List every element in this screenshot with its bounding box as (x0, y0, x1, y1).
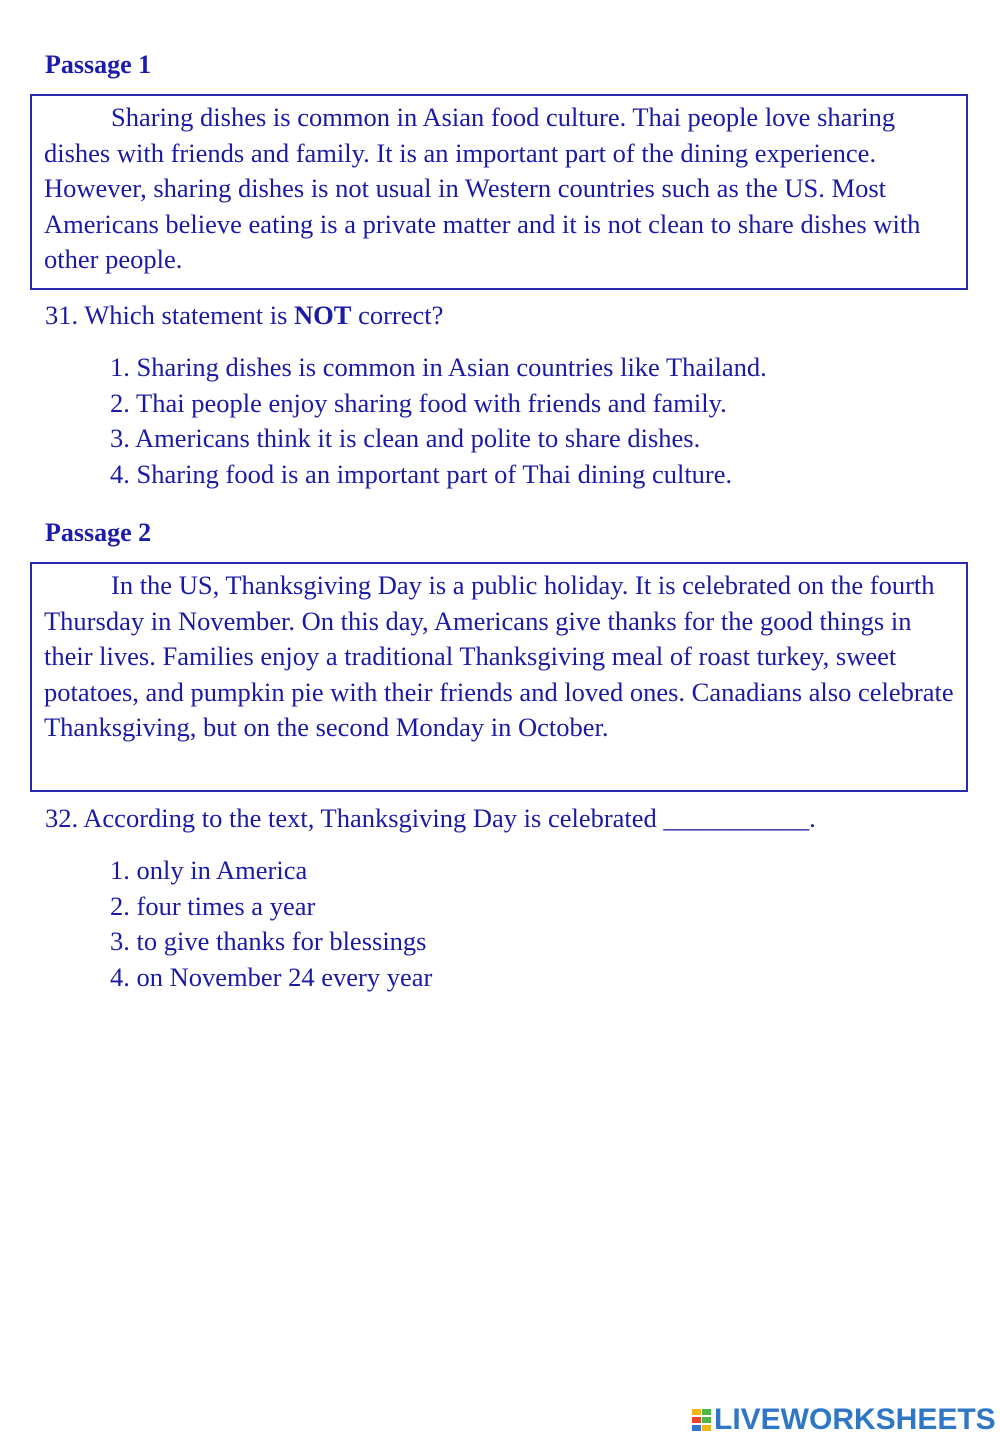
logo-block-1 (692, 1409, 701, 1415)
question-32-option-2[interactable]: 2. four times a year (110, 890, 316, 921)
question-31-option-4[interactable]: 4. Sharing food is an important part of Thai dining culture. (110, 458, 733, 489)
question-32: 32. According to the text, Thanksgiving Day is celebrated ___________. (45, 803, 816, 833)
question-31-option-3[interactable]: 3. Americans think it is clean and polite to share dishes. (110, 423, 701, 453)
question-32-option-1[interactable]: 1. only in America (110, 855, 308, 885)
question-31-suffix: correct? (351, 300, 444, 330)
logo-block-6 (702, 1425, 711, 1431)
passage-1-box (30, 94, 968, 290)
logo-block-3 (692, 1417, 701, 1423)
question-31-prefix: 31. Which statement is (45, 300, 295, 330)
question-31 (45, 300, 443, 331)
logo-block-4 (702, 1417, 711, 1423)
passage-2-heading: Passage 2 (45, 518, 152, 547)
passage-2-text: In the US, Thanksgiving Day is a public holiday. It is celebrated on the fourth Thursday in November. On this day, Americans give thanks for the good things in their lives. Families enjoy a traditional Thanksgiving meal of roast turkey, sweet potatoes, and pumpkin pie with their friends and loved ones. Canadians also celebrate Thanksgiving, but on the second Monday in October. (44, 570, 954, 742)
question-32-option-3[interactable]: 3. to give thanks for blessings (110, 926, 427, 956)
question-31-option-2[interactable]: 2. Thai people enjoy sharing food with friends and family. (110, 387, 727, 418)
question-32-options (110, 853, 432, 995)
passage-1-heading: Passage 1 (45, 50, 152, 79)
logo-block-5 (692, 1425, 701, 1431)
question-32-option-4[interactable]: 4. on November 24 every year (110, 961, 433, 992)
liveworksheets-logo (692, 1402, 996, 1438)
liveworksheets-logo-icon (692, 1405, 712, 1435)
passage-2-box (30, 562, 968, 792)
liveworksheets-logo-text: LIVEWORKSHEETS (714, 1403, 996, 1436)
question-31-emphasis: NOT (294, 300, 352, 330)
question-31-options (110, 350, 767, 492)
question-31-option-1[interactable]: 1. Sharing dishes is common in Asian countries like Thailand. (110, 352, 767, 382)
logo-block-2 (702, 1409, 711, 1415)
passage-1-text: Sharing dishes is common in Asian food culture. Thai people love sharing dishes with friends and family. It is an important part of the dining experience. However, sharing dishes is not usual in Western countries such as the US. Most Americans believe eating is a private matter and it is not clean to share dishes with other people. (44, 102, 921, 274)
